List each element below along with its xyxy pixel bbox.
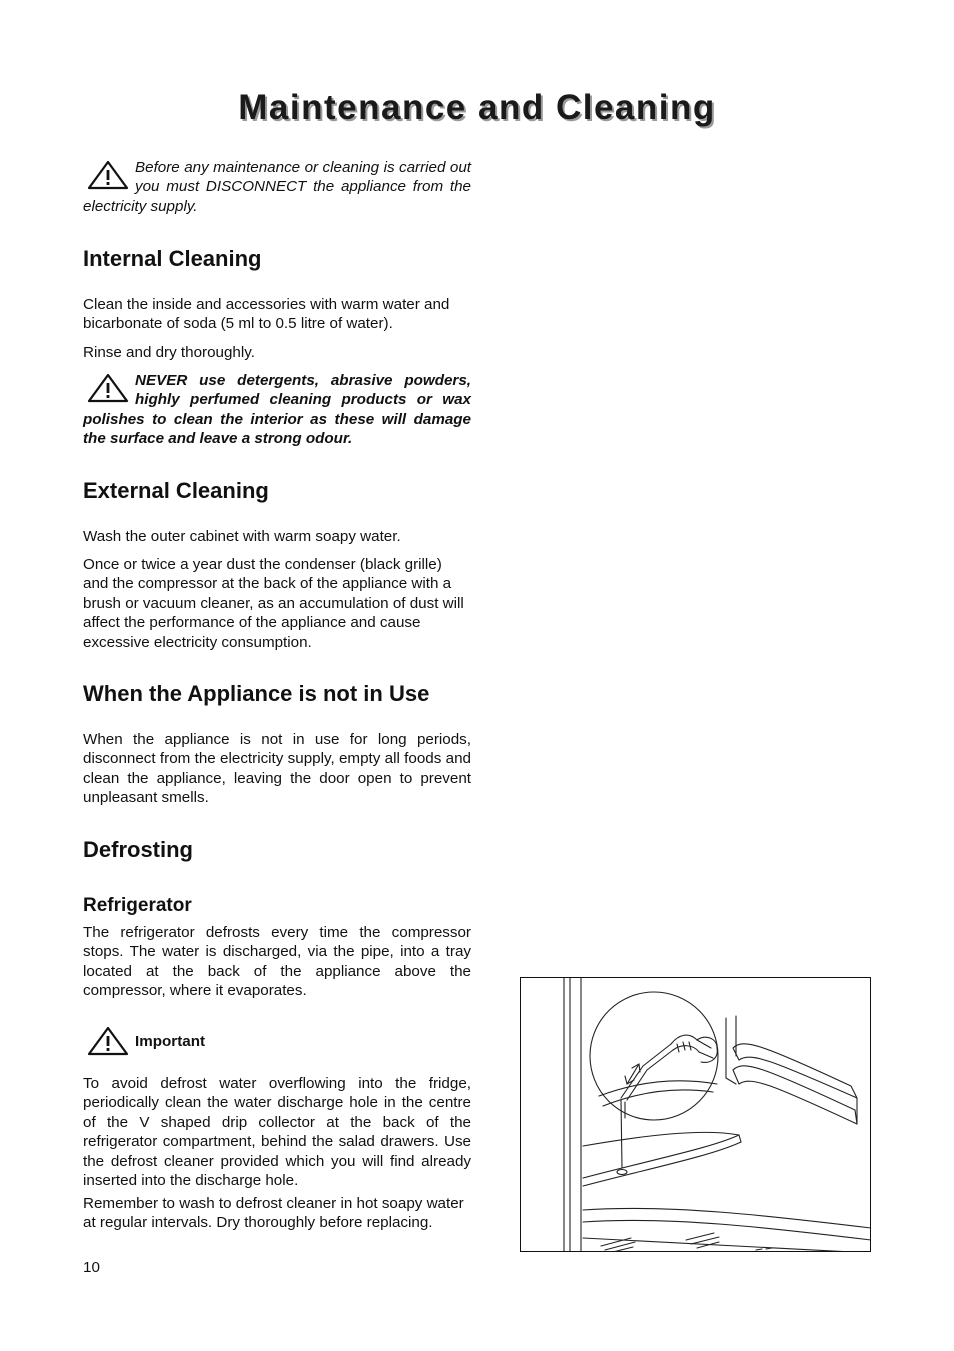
intro-warning — [83, 158, 471, 216]
internal-cleaning-warning-text: NEVER use detergents, abrasive powders, highly perfumed cleaning products or wax polishes to clean the interior as these will damage the surface and leave a strong odour. — [83, 372, 471, 448]
page-number: 10 — [83, 1259, 100, 1276]
external-cleaning-para-2: Once or twice a year dust the condenser (black grille) and the compressor at the back of the appliance with a brush or vacuum cleaner, as an accumulation of dust will affect the performance of the appliance and cause excessive electricity consumption. — [83, 556, 464, 651]
defrosting-heading: Defrosting — [83, 837, 193, 862]
internal-cleaning-para-2: Rinse and dry thoroughly. — [83, 344, 255, 361]
important-note — [83, 1026, 471, 1056]
defrosting-para-2: To avoid defrost water overflowing into the fridge, periodically clean the water discharge hole in the centre of the V shaped drip collector at the back of the refrigerator compartment, behind the salad drawers. Use the defrost cleaner provided which you will find already inserted into the discharge hole. — [83, 1075, 471, 1190]
warning-triangle-icon — [87, 160, 129, 190]
important-label: Important — [135, 1032, 206, 1050]
warning-triangle-icon — [87, 1026, 129, 1056]
intro-warning-text: Before any maintenance or cleaning is carried out you must DISCONNECT the appliance from the electricity supply. — [83, 159, 471, 215]
internal-cleaning-para-1: Clean the inside and accessories with warm water and bicarbonate of soda (5 ml to 0.5 litre of water). — [83, 296, 450, 333]
page-title: Maintenance and Cleaning — [238, 88, 716, 127]
defrosting-para-1: The refrigerator defrosts every time the compressor stops. The water is discharged, via the pipe, into a tray located at the back of the appliance above the compressor, where it evaporates. — [83, 924, 471, 1000]
refrigerator-interior-drawing — [521, 978, 871, 1252]
refrigerator-subheading: Refrigerator — [83, 895, 192, 916]
internal-cleaning-warning — [83, 371, 471, 449]
external-cleaning-para-1: Wash the outer cabinet with warm soapy water. — [83, 528, 401, 545]
not-in-use-para-1: When the appliance is not in use for long periods, disconnect from the electricity supply, empty all foods and clean the appliance, leaving the door open to prevent unpleasant smells. — [83, 731, 471, 807]
warning-triangle-icon — [87, 373, 129, 403]
not-in-use-heading: When the Appliance is not in Use — [83, 681, 430, 706]
internal-cleaning-heading: Internal Cleaning — [83, 246, 262, 271]
defrost-illustration — [520, 977, 871, 1252]
external-cleaning-heading: External Cleaning — [83, 478, 269, 503]
defrosting-para-3: Remember to wash to defrost cleaner in hot soapy water at regular intervals. Dry thoroughly before replacing. — [83, 1195, 464, 1232]
